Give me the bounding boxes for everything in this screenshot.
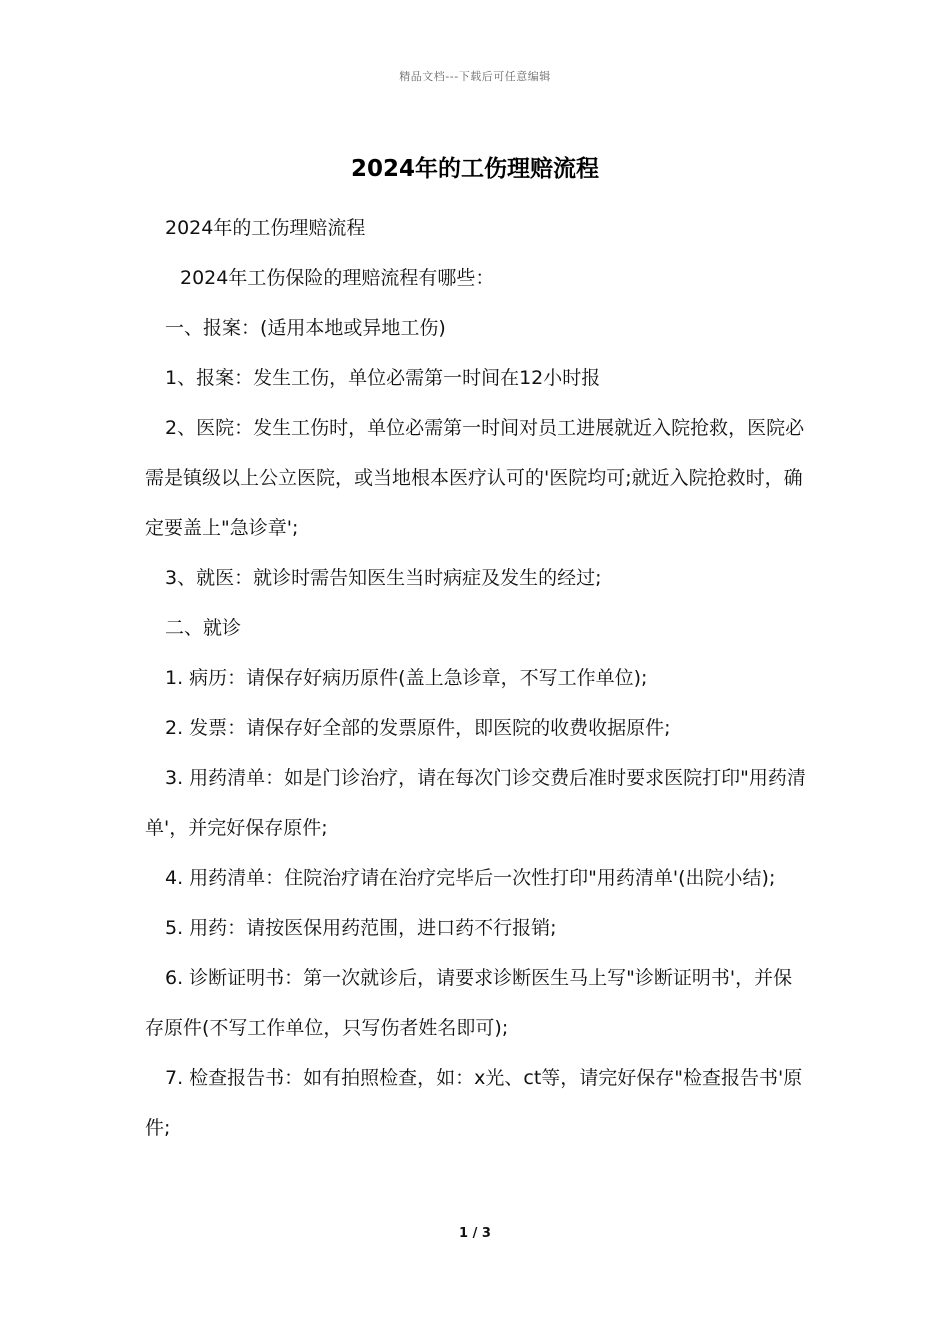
paragraph: 2. 发票：请保存好全部的发票原件，即医院的收费收据原件; <box>165 717 671 739</box>
paragraph: 2024年工伤保险的理赔流程有哪些： <box>180 267 495 289</box>
paragraph: 6. 诊断证明书：第一次就诊后，请要求诊断医生马上写"诊断证明书'，并保存原件(不写工作单位，只写伤者姓名即可); <box>145 967 793 1039</box>
document-title: 2024年的工伤理赔流程 <box>350 156 599 182</box>
paragraph: 7. 检查报告书：如有拍照检查，如：x光、ct等，请完好保存"检查报告书'原件; <box>145 1067 803 1139</box>
page-number: 1 / 3 <box>459 1226 491 1241</box>
section-heading: 二、就诊 <box>165 617 242 639</box>
paragraph: 1、报案：发生工伤，单位必需第一时间在12小时报 <box>165 367 601 389</box>
paragraph: 2、医院：发生工伤时，单位必需第一时间对员工进展就近入院抢救，医院必需是镇级以上公立医院，或当地根本医疗认可的'医院均可;就近入院抢救时，确定要盖上"急诊章'; <box>145 417 805 539</box>
section-heading: 一、报案：(适用本地或异地工伤) <box>165 317 446 339</box>
paragraph: 3、就医：就诊时需告知医生当时病症及发生的经过; <box>165 567 602 589</box>
paragraph: 4. 用药清单：住院治疗请在治疗完毕后一次性打印"用药清单'(出院小结); <box>165 867 776 889</box>
paragraph: 5. 用药：请按医保用药范围，进口药不行报销; <box>165 917 557 939</box>
paragraph: 2024年的工伤理赔流程 <box>165 217 366 239</box>
page-header: 精品文档---下载后可任意编辑 <box>399 70 551 83</box>
document-body <box>145 203 810 1153</box>
paragraph: 1. 病历：请保存好病历原件(盖上急诊章，不写工作单位); <box>165 667 648 689</box>
paragraph: 3. 用药清单：如是门诊治疗，请在每次门诊交费后准时要求医院打印"用药清单'，并完好保存原件; <box>145 767 806 839</box>
